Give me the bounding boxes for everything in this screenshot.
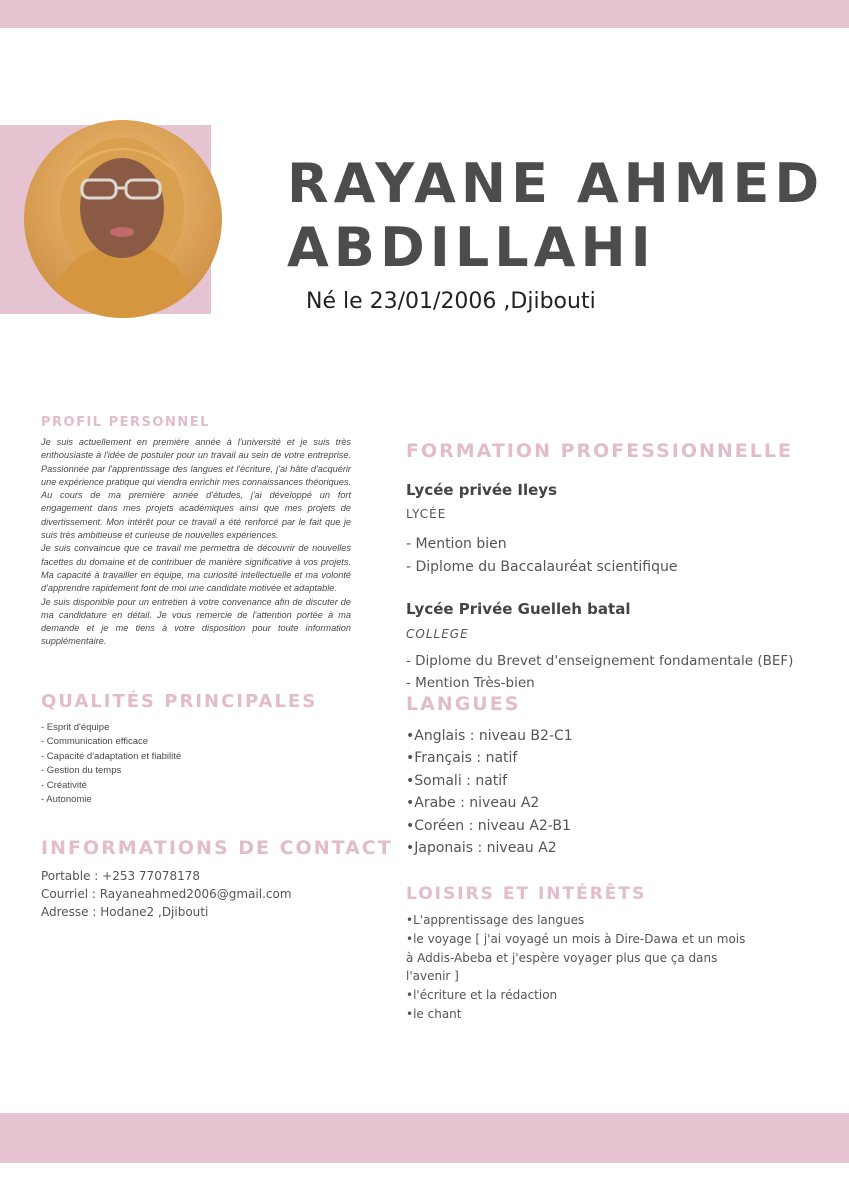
qualites-heading: QUALITÉS PRINCIPALES [41, 691, 318, 712]
list-item: •le chant [406, 1006, 462, 1021]
contact-phone: Portable : +253 77078178 [41, 869, 200, 883]
list-item: - Gestion du temps [41, 765, 122, 777]
list-item: - Autonomie [41, 794, 92, 806]
profil-paragraph: Je suis disponible pour un entretien à votre convenance afin de discuter de ma candidature en détail. Je vous remercie de l'attention portée à ma demande et je me tiens à votre disposition pour toute information supplémentaire. [41, 596, 351, 647]
name-line-1: RAYANE AHMED [287, 152, 825, 215]
list-item: •Anglais : niveau B2-C1 [406, 728, 573, 744]
profil-paragraph: Au cours de ma première année d'études, j'ai développé un fort engagement dans mes projets académiques ainsi que mes projets de divertissement. Mon intérêt pour ce travail a été renforcé par le fait que je suis très ambitieuse et curieuse de nouvelles expériences. [41, 490, 351, 541]
list-item: - Communication efficace [41, 736, 149, 748]
contact-block [41, 867, 292, 921]
profil-paragraph: Je suis convaincue que ce travail me permettra de découvrir de nouvelles facettes du domaine et de contribuer de manière significative à vos projets. Ma capacité à travailler en équipe, ma curiosité intellectuelle et ma volonté d'apprendre rapidement font de moi une candidate motivée et adaptable. [41, 543, 351, 594]
loisirs-list [406, 911, 756, 1024]
list-item: •Arabe : niveau A2 [406, 795, 540, 812]
qualites-list [41, 721, 181, 807]
school-name: Lycée Privée Guelleh batal [406, 600, 631, 618]
list-item: - Créativité [41, 779, 87, 791]
top-decor-band [0, 0, 849, 28]
bottom-decor-band [0, 1113, 849, 1163]
school-achievements [406, 650, 793, 694]
list-item: - Mention bien [406, 536, 507, 552]
name-line-2: ABDILLAHI [287, 216, 656, 279]
list-item: •L'apprentissage des langues [406, 913, 585, 927]
profile-photo [24, 120, 222, 318]
profil-paragraph: Je suis actuellement en première année à l'université et je suis très enthousiaste à l'idée de postuler pour un travail au sein de votre entreprise. Passionnée par l'apprentissage des langues et l'écriture, j'ai hâte d'acquérir une expérience pratique qui viendra enrichir mes connaissances théoriques. [41, 437, 352, 487]
contact-email: Courriel : Rayaneahmed2006@gmail.com [41, 887, 292, 901]
list-item: •Coréen : niveau A2-B1 [406, 817, 571, 834]
school-name: Lycée privée Ileys [406, 481, 558, 499]
loisirs-heading: LOISIRS ET INTÉRÊTS [406, 884, 647, 904]
birth-info: Né le 23/01/2006 ,Djibouti [306, 289, 596, 314]
list-item: •Japonais : niveau A2 [406, 840, 557, 857]
list-item: - Diplome du Baccalauréat scientifique [406, 559, 678, 575]
langues-heading: LANGUES [406, 693, 521, 715]
list-item: •Somali : natif [406, 772, 508, 789]
list-item: - Capacité d'adaptation et fiabilité [41, 750, 182, 762]
contact-address: Adresse : Hodane2 ,Djibouti [41, 905, 209, 919]
list-item: •l'écriture et la rédaction [406, 988, 558, 1003]
school-type: COLLEGE [406, 627, 469, 641]
list-item: - Diplome du Brevet d'enseignement fondamentale (BEF) [406, 653, 794, 669]
list-item: •le voyage [ j'ai voyagé un mois à Dire-Dawa et un mois à Addis-Abeba et j'espère voyager plus que ça dans l'avenir ] [406, 931, 746, 984]
list-item: •Français : natif [406, 750, 518, 767]
langues-list [406, 725, 573, 859]
formation-heading: FORMATION PROFESSIONNELLE [406, 440, 793, 462]
school-type: LYCÉE [406, 507, 447, 521]
contact-heading: INFORMATIONS DE CONTACT [41, 837, 393, 859]
school-achievements [406, 533, 677, 579]
profil-text [41, 436, 351, 649]
profil-heading: PROFIL PERSONNEL [41, 415, 210, 430]
list-item: - Esprit d'équipe [41, 722, 110, 733]
candidate-name [287, 152, 827, 280]
list-item: - Mention Très-bien [406, 675, 535, 691]
